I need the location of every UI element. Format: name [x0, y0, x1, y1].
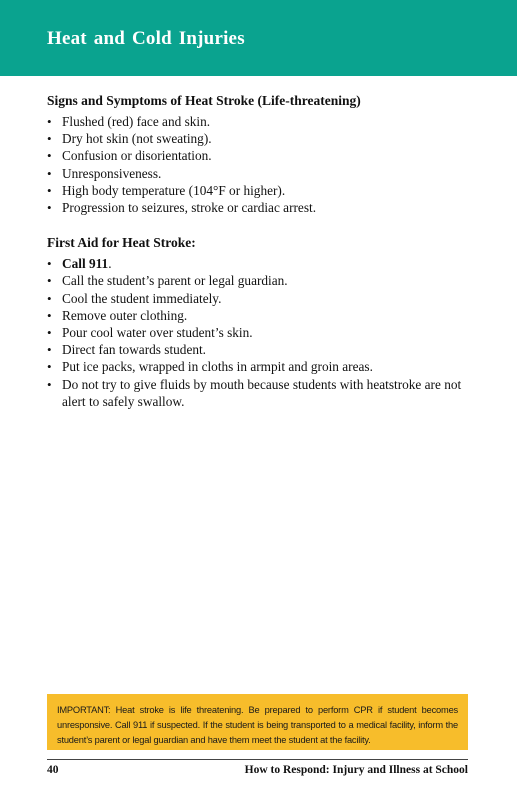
list-item: [47, 376, 472, 410]
bullet-icon: •: [47, 342, 52, 358]
bullet-icon: •: [47, 376, 52, 392]
bullet-icon: •: [47, 307, 52, 323]
page-title: Heat and Cold Injuries: [47, 28, 245, 49]
bullet-icon: •: [47, 165, 52, 181]
list-item: [47, 182, 472, 199]
list-item-text: Do not try to give fluids by mouth because students with heatstroke are not alert to safely swallow.: [62, 376, 462, 409]
signs-list: [47, 113, 472, 216]
list-item: [47, 113, 472, 130]
bullet-icon: •: [47, 200, 52, 216]
list-item-text: Dry hot skin (not sweating).: [62, 131, 212, 147]
list-item: [47, 130, 472, 147]
important-notice: IMPORTANT: Heat stroke is life threatening. Be prepared to perform CPR if student becomes unresponsive. Call 911 if suspected. If the student is being transported to a medical facility, inform the student’s parent or legal guardian and have them meet the student at the facility.: [47, 694, 468, 750]
list-item-text: Confusion or disorientation.: [62, 148, 212, 164]
main-content: [47, 92, 472, 428]
list-item: [47, 358, 472, 375]
bullet-icon: •: [47, 131, 52, 147]
call-911-punctuation: .: [108, 256, 112, 272]
list-item-text: Progression to seizures, stroke or cardiac arrest.: [62, 200, 317, 216]
bullet-icon: •: [47, 256, 52, 272]
bullet-icon: •: [47, 273, 52, 289]
list-item-text: Unresponsiveness.: [62, 165, 162, 181]
header-bar: [0, 0, 517, 76]
bullet-icon: •: [47, 290, 52, 306]
list-item-text: High body temperature (104°F or higher).: [62, 182, 286, 198]
call-911-item: [47, 255, 472, 272]
list-item-text: Flushed (red) face and skin.: [62, 114, 211, 129]
list-item-text: Put ice packs, wrapped in cloths in armpit and groin areas.: [62, 359, 373, 375]
bullet-icon: •: [47, 148, 52, 164]
first-aid-list: [47, 255, 472, 410]
bullet-icon: •: [47, 325, 52, 341]
first-aid-section: [47, 234, 472, 410]
list-item-text: Cool the student immediately.: [62, 290, 222, 306]
call-911-text: Call 911: [62, 256, 109, 272]
list-item: [47, 307, 472, 324]
bullet-icon: •: [47, 182, 52, 198]
list-item-text: Direct fan towards student.: [62, 342, 207, 358]
signs-heading: Signs and Symptoms of Heat Stroke (Life-threatening): [47, 93, 361, 108]
list-item: [47, 199, 472, 216]
signs-section: [47, 92, 472, 216]
list-item-text: Remove outer clothing.: [62, 307, 188, 323]
list-item: [47, 272, 472, 289]
list-item: [47, 341, 472, 358]
list-item: [47, 165, 472, 182]
list-item-text: Pour cool water over student’s skin.: [62, 325, 253, 341]
bullet-icon: •: [47, 359, 52, 375]
list-item: [47, 290, 472, 307]
list-item: [47, 147, 472, 164]
book-title: How to Respond: Injury and Illness at School: [244, 764, 468, 776]
list-item-text: Call the student’s parent or legal guardian.: [62, 273, 288, 289]
footer-divider: [47, 759, 468, 760]
bullet-icon: •: [47, 114, 52, 129]
first-aid-heading: First Aid for Heat Stroke:: [47, 235, 196, 251]
list-item: [47, 324, 472, 341]
page-number: 40: [47, 764, 59, 776]
